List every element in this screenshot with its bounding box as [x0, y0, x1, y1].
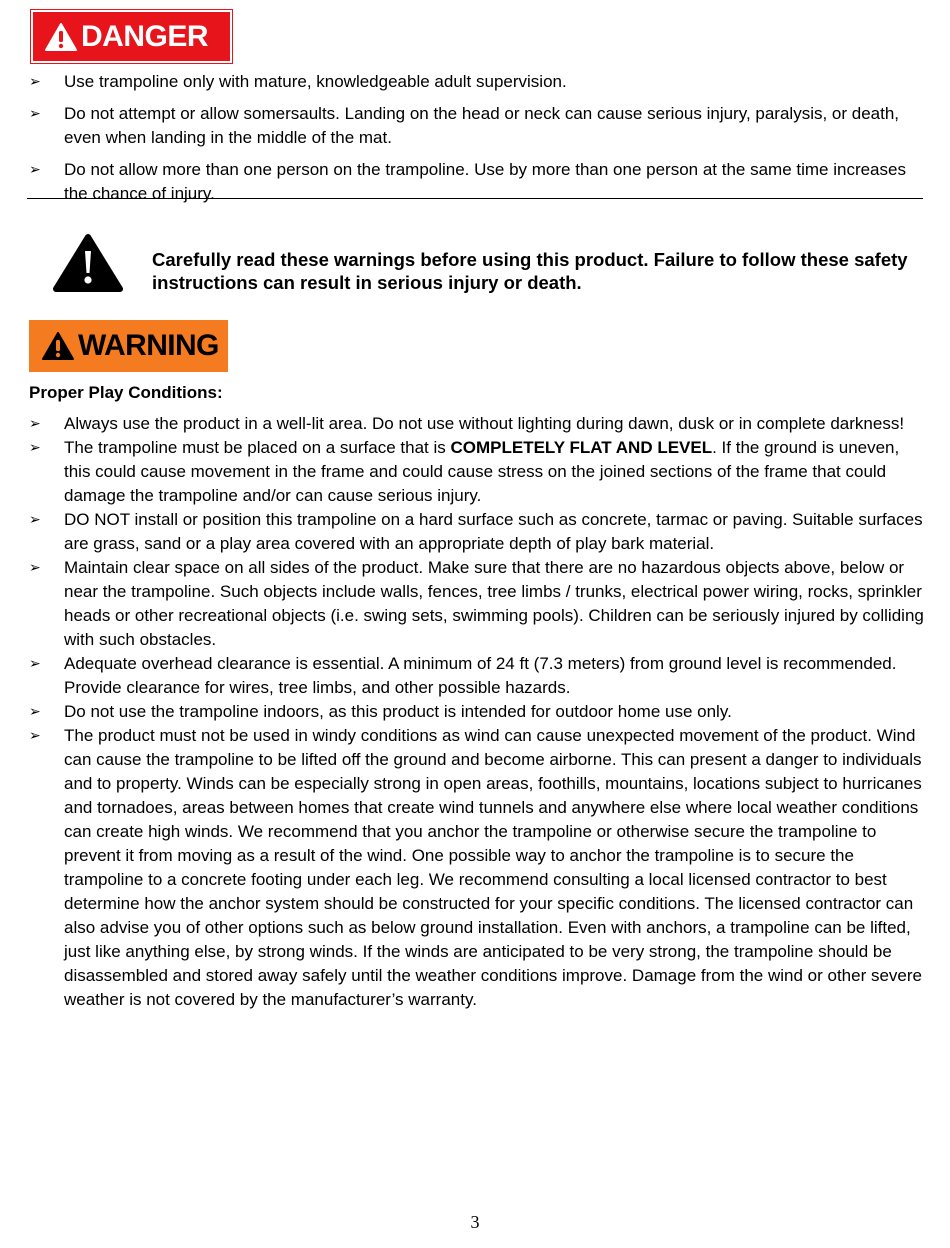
bullet-arrow-icon: ➢: [29, 162, 41, 178]
warning-label: [29, 320, 228, 372]
bullet-arrow-icon: ➢: [29, 416, 41, 432]
list-item: ➢ Adequate overhead clearance is essential. A minimum of 24 ft (7.3 meters) from ground level is recommended. Provide clearance for wires, tree limbs, and other possible hazards.: [29, 654, 897, 697]
danger-label-text: DANGER: [81, 19, 209, 53]
caution-notice-text: Carefully read these warnings before using this product. Failure to follow these safety instructions can result in serious injury or death.: [152, 249, 908, 293]
exclamation-triangle-icon: [44, 22, 78, 52]
page-number: 3: [470, 1212, 480, 1232]
bullet-arrow-icon: ➢: [29, 106, 41, 122]
exclamation-triangle-icon: [41, 331, 75, 361]
list-item: ➢ Always use the product in a well-lit area. Do not use without lighting during dawn, dusk or in complete darkness!: [29, 412, 924, 436]
list-item: ➢ Maintain clear space on all sides of the product. Make sure that there are no hazardous objects above, below or near the trampoline. Such objects include walls, fences, tree limbs / trunks, electrical power wiring, rocks, sprinkler heads or other recreational objects (i.e. swing sets, swimming pools). Children can be seriously injured by colliding with such obstacles.: [29, 558, 924, 649]
bullet-arrow-icon: ➢: [29, 704, 41, 720]
bullet-arrow-icon: ➢: [29, 728, 41, 744]
warning-label-text: WARNING: [78, 329, 219, 362]
bullet-arrow-icon: ➢: [29, 440, 41, 456]
exclamation-triangle-icon: [52, 233, 124, 298]
list-item: ➢ The product must not be used in windy conditions as wind can cause unexpected movement of the product. Wind can cause the trampoline to be lifted off the ground and become airborne. This can present a danger to individuals and to property. Winds can be especially strong in open areas, foothills, mountains, locations subject to hurricanes and tornadoes, areas between homes that create wind tunnels and anywhere else where local weather conditions can create high winds. We recommend that you anchor the trampoline or otherwise secure the trampoline to prevent it from moving as a result of the wind. One possible way to anchor the trampoline is to secure the trampoline to a concrete footing under each leg. We recommend consulting a local licensed contractor to best determine how the anchor system should be constructed for your specific conditions. The licensed contractor can also advise you of other options such as below ground installation. Even with anchors, a trampoline can be lifted, just like anything else, by strong winds. If the winds are anticipated to be very strong, the trampoline should be disassembled and stored away safely until the weather conditions improve. Damage from the wind or other severe weather is not covered by the manufacturer’s warranty.: [29, 726, 922, 1009]
list-item: ➢ Do not use the trampoline indoors, as this product is intended for outdoor home use only.: [29, 700, 924, 724]
danger-list: [29, 70, 919, 214]
section-divider: [27, 198, 923, 199]
list-item: ➢ Do not attempt or allow somersaults. Landing on the head or neck can cause serious injury, paralysis, or death, even when landing in the middle of the mat.: [29, 104, 900, 147]
warning-list: [29, 412, 924, 1012]
emphasis-text: COMPLETELY FLAT AND LEVEL: [450, 438, 713, 457]
bullet-arrow-icon: ➢: [29, 512, 41, 528]
list-item: ➢ DO NOT install or position this trampoline on a hard surface such as concrete, tarmac or paving. Suitable surfaces are grass, sand or a play area covered with an appropriate depth of play bark material.: [29, 510, 923, 553]
list-item: ➢ Use trampoline only with mature, knowledgeable adult supervision.: [29, 70, 919, 94]
bullet-arrow-icon: ➢: [29, 560, 41, 576]
bullet-arrow-icon: ➢: [29, 74, 41, 90]
section-heading: Proper Play Conditions:: [29, 383, 223, 402]
list-item: ➢ The trampoline must be placed on a surface that is COMPLETELY FLAT AND LEVEL. If the ground is uneven, this could cause movement in the frame and could cause stress on the joined sections of the frame that could damage the trampoline and/or can cause serious injury.: [29, 438, 900, 505]
list-item: ➢ Do not allow more than one person on the trampoline. Use by more than one person at the same time increases the chance of injury.: [29, 160, 906, 203]
bullet-arrow-icon: ➢: [29, 656, 41, 672]
danger-label: [31, 10, 232, 63]
